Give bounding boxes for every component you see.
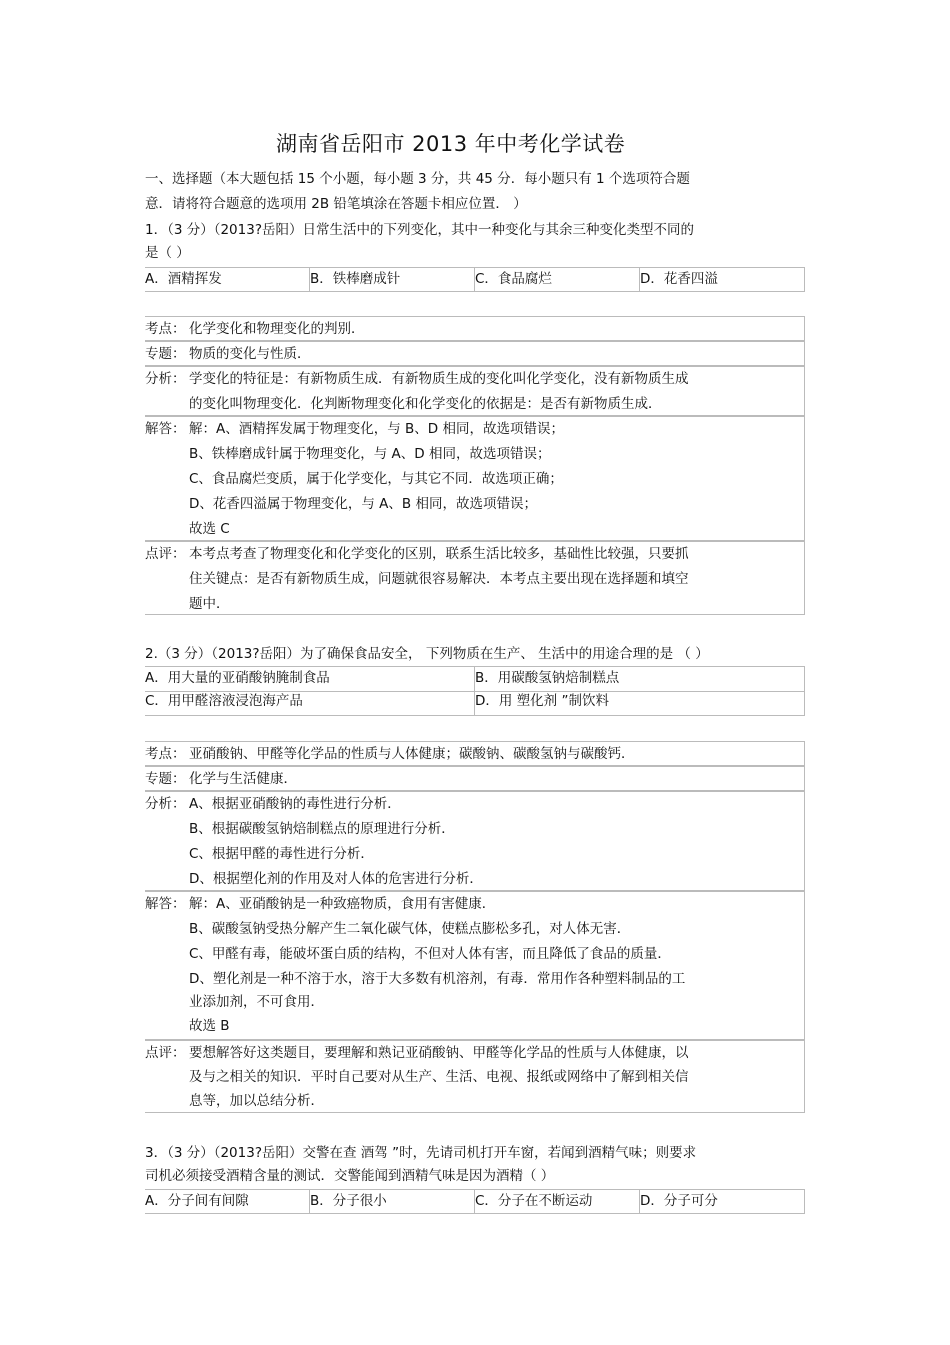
q2-zhuanti-text: 化学与生活健康．	[189, 771, 297, 787]
q1-zhuanti-label: 专题：	[145, 346, 186, 362]
q2-kaodian-label: 考点：	[145, 746, 186, 762]
q2-fenxi-line: B、根据碳酸氢钠焙制糕点的原理进行分析．	[189, 821, 455, 837]
q2-fenxi-line: A、根据亚硝酸钠的毒性进行分析．	[189, 796, 401, 812]
q2-kaodian-text: 亚硝酸钠、甲醛等化学品的性质与人体健康；碳酸钠、碳酸氢钠与碳酸钙．	[189, 746, 635, 762]
q2-dianping-row	[145, 1040, 805, 1113]
q3-option-b[interactable]: B．分子很小	[310, 1190, 475, 1213]
q2-option-c[interactable]: C．用甲醛溶液浸泡海产品	[145, 690, 475, 715]
q1-option-a[interactable]: A．酒精挥发	[145, 268, 310, 291]
q1-fenxi-line: 的变化叫物理变化．化判断物理变化和化学变化的依据是：是否有新物质生成．	[189, 396, 662, 412]
q2-jieda-line: C、甲醛有毒，能破坏蛋白质的结构，不但对人体有害，而且降低了食品的质量．	[189, 946, 671, 962]
section-instructions-line1: 一、选择题（本大题包括 15 个小题，每小题 3 分，共 45 分．每小题只有 1 个选项符合题	[145, 171, 690, 187]
q1-stem-line1: 1．（3 分）（2013?岳阳）日常生活中的下列变化，其中一种变化与其余三种变化类型不同的	[145, 222, 694, 238]
q1-options-row	[145, 267, 805, 292]
q2-jieda-line: 故选 B	[189, 1018, 230, 1034]
q1-jieda-line: B、铁棒磨成针属于物理变化，与 A、D 相同，故选项错误；	[189, 446, 551, 462]
q2-dianping-line: 要想解答好这类题目，要理解和熟记亚硝酸钠、甲醛等化学品的性质与人体健康，以	[189, 1045, 689, 1061]
q2-dianping-line: 息等，加以总结分析．	[189, 1093, 324, 1109]
q1-kaodian-label: 考点：	[145, 321, 186, 337]
q1-kaodian-row	[145, 316, 805, 341]
q2-jieda-line: D、塑化剂是一种不溶于水，溶于大多数有机溶剂，有毒．常用作各种塑料制品的工	[189, 971, 686, 987]
q1-fenxi-row	[145, 366, 805, 416]
q1-fenxi-label: 分析：	[145, 371, 186, 387]
q1-jieda-row	[145, 416, 805, 541]
q1-dianping-line: 题中．	[189, 596, 230, 612]
q2-dianping-label: 点评：	[145, 1045, 186, 1061]
q1-zhuanti-row	[145, 341, 805, 366]
q2-options-row1	[145, 666, 805, 692]
q2-fenxi-line: C、根据甲醛的毒性进行分析．	[189, 846, 374, 862]
q1-dianping-line: 本考点考查了物理变化和化学变化的区别，联系生活比较多，基础性比较强，只要抓	[189, 546, 689, 562]
q2-zhuanti-row	[145, 766, 805, 791]
q2-fenxi-row	[145, 791, 805, 891]
q2-fenxi-label: 分析：	[145, 796, 186, 812]
q3-stem-line2: 司机必须接受酒精含量的测试．交警能闻到酒精气味是因为酒精（ ）	[145, 1168, 555, 1184]
q3-option-d[interactable]: D．分子可分	[640, 1190, 805, 1213]
q3-option-c[interactable]: C．分子在不断运动	[475, 1190, 640, 1213]
q1-jieda-line: C、食品腐烂变质，属于化学变化，与其它不同．故选项正确；	[189, 471, 563, 487]
q1-option-d[interactable]: D．花香四溢	[640, 268, 805, 291]
q2-zhuanti-label: 专题：	[145, 771, 186, 787]
q2-jieda-line: B、碳酸氢钠受热分解产生二氧化碳气体，使糕点膨松多孔，对人体无害．	[189, 921, 631, 937]
q1-jieda-line: D、花香四溢属于物理变化，与 A、B 相同，故选项错误；	[189, 496, 537, 512]
q2-jieda-label: 解答：	[145, 896, 186, 912]
q1-jieda-label: 解答：	[145, 421, 186, 437]
q3-options-row	[145, 1189, 805, 1214]
q2-jieda-line: 业添加剂，不可食用．	[189, 994, 324, 1010]
q1-dianping-line: 住关键点：是否有新物质生成，问题就很容易解决．本考点主要出现在选择题和填空	[189, 571, 689, 587]
q1-dianping-row	[145, 541, 805, 615]
q1-option-c[interactable]: C．食品腐烂	[475, 268, 640, 291]
q2-option-d[interactable]: D．用 塑化剂 ”制饮料	[475, 690, 805, 715]
q2-option-a[interactable]: A．用大量的亚硝酸钠腌制食品	[145, 667, 475, 691]
q2-stem: 2.（3 分）（2013?岳阳）为了确保食品安全， 下列物质在生产、 生活中的用途合理的是 （ ）	[145, 646, 709, 662]
q1-option-b[interactable]: B．铁棒磨成针	[310, 268, 475, 291]
q1-jieda-line: 故选 C	[189, 521, 230, 537]
q2-fenxi-line: D、根据塑化剂的作用及对人体的危害进行分析．	[189, 871, 483, 887]
q2-jieda-row	[145, 891, 805, 1040]
q1-dianping-label: 点评：	[145, 546, 186, 562]
q2-option-b[interactable]: B．用碳酸氢钠焙制糕点	[475, 667, 805, 691]
page-title: 湖南省岳阳市 2013 年中考化学试卷	[276, 132, 626, 156]
q1-jieda-line: 解：A、酒精挥发属于物理变化，与 B、D 相同，故选项错误；	[189, 421, 564, 437]
q2-kaodian-row	[145, 741, 805, 766]
section-instructions-line2: 意．请将符合题意的选项用 2B 铅笔填涂在答题卡相应位置． ）	[145, 196, 527, 212]
q3-stem-line1: 3．（3 分）（2013?岳阳）交警在查 酒驾 ”时，先请司机打开车窗，若闻到酒精气味；则要求	[145, 1145, 697, 1161]
q3-option-a[interactable]: A．分子间有间隙	[145, 1190, 310, 1213]
q2-dianping-line: 及与之相关的知识．平时自己要对从生产、生活、电视、报纸或网络中了解到相关信	[189, 1069, 689, 1085]
q1-fenxi-line: 学变化的特征是：有新物质生成．有新物质生成的变化叫化学变化，没有新物质生成	[189, 371, 689, 387]
q1-zhuanti-text: 物质的变化与性质．	[189, 346, 311, 362]
q2-jieda-line: 解：A、亚硝酸钠是一种致癌物质，食用有害健康．	[189, 896, 496, 912]
q1-stem-line2: 是（ ）	[145, 245, 190, 261]
q1-kaodian-text: 化学变化和物理变化的判别．	[189, 321, 365, 337]
q2-options-row2	[145, 690, 805, 716]
